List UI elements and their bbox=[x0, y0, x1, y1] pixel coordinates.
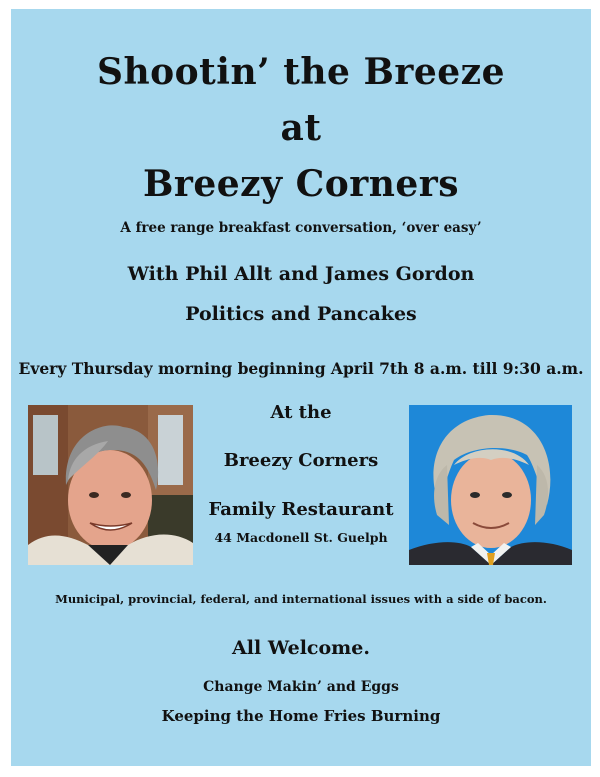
location-line-3: Family Restaurant bbox=[208, 499, 394, 520]
portrait-photo-phil-allt bbox=[28, 405, 193, 565]
poster-schedule: Every Thursday morning beginning April 7th 8 a.m. till 9:30 a.m. bbox=[18, 359, 584, 378]
location-line-2: Breezy Corners bbox=[223, 450, 379, 471]
location-address: 44 Macdonell St. Guelph bbox=[214, 530, 388, 545]
poster-title-line-3: Breezy Corners bbox=[142, 163, 460, 205]
poster-issues: Municipal, provincial, federal, and international issues with a side of bacon. bbox=[55, 592, 547, 606]
poster-hosts: With Phil Allt and James Gordon bbox=[127, 263, 475, 285]
portrait-photo-james-gordon bbox=[409, 405, 572, 565]
poster-welcome: All Welcome. bbox=[232, 637, 370, 659]
location-line-1: At the bbox=[270, 402, 332, 423]
poster-title-line-2: at bbox=[280, 107, 322, 149]
poster-tagline-home-fries: Keeping the Home Fries Burning bbox=[161, 707, 441, 725]
poster-subtitle: Politics and Pancakes bbox=[185, 303, 417, 325]
poster-tagline-eggs: Change Makin’ and Eggs bbox=[203, 679, 399, 695]
poster-tagline: A free range breakfast conversation, ‘over easy’ bbox=[120, 220, 482, 236]
event-poster bbox=[11, 9, 591, 766]
poster-title-line-1: Shootin’ the Breeze bbox=[96, 51, 506, 93]
